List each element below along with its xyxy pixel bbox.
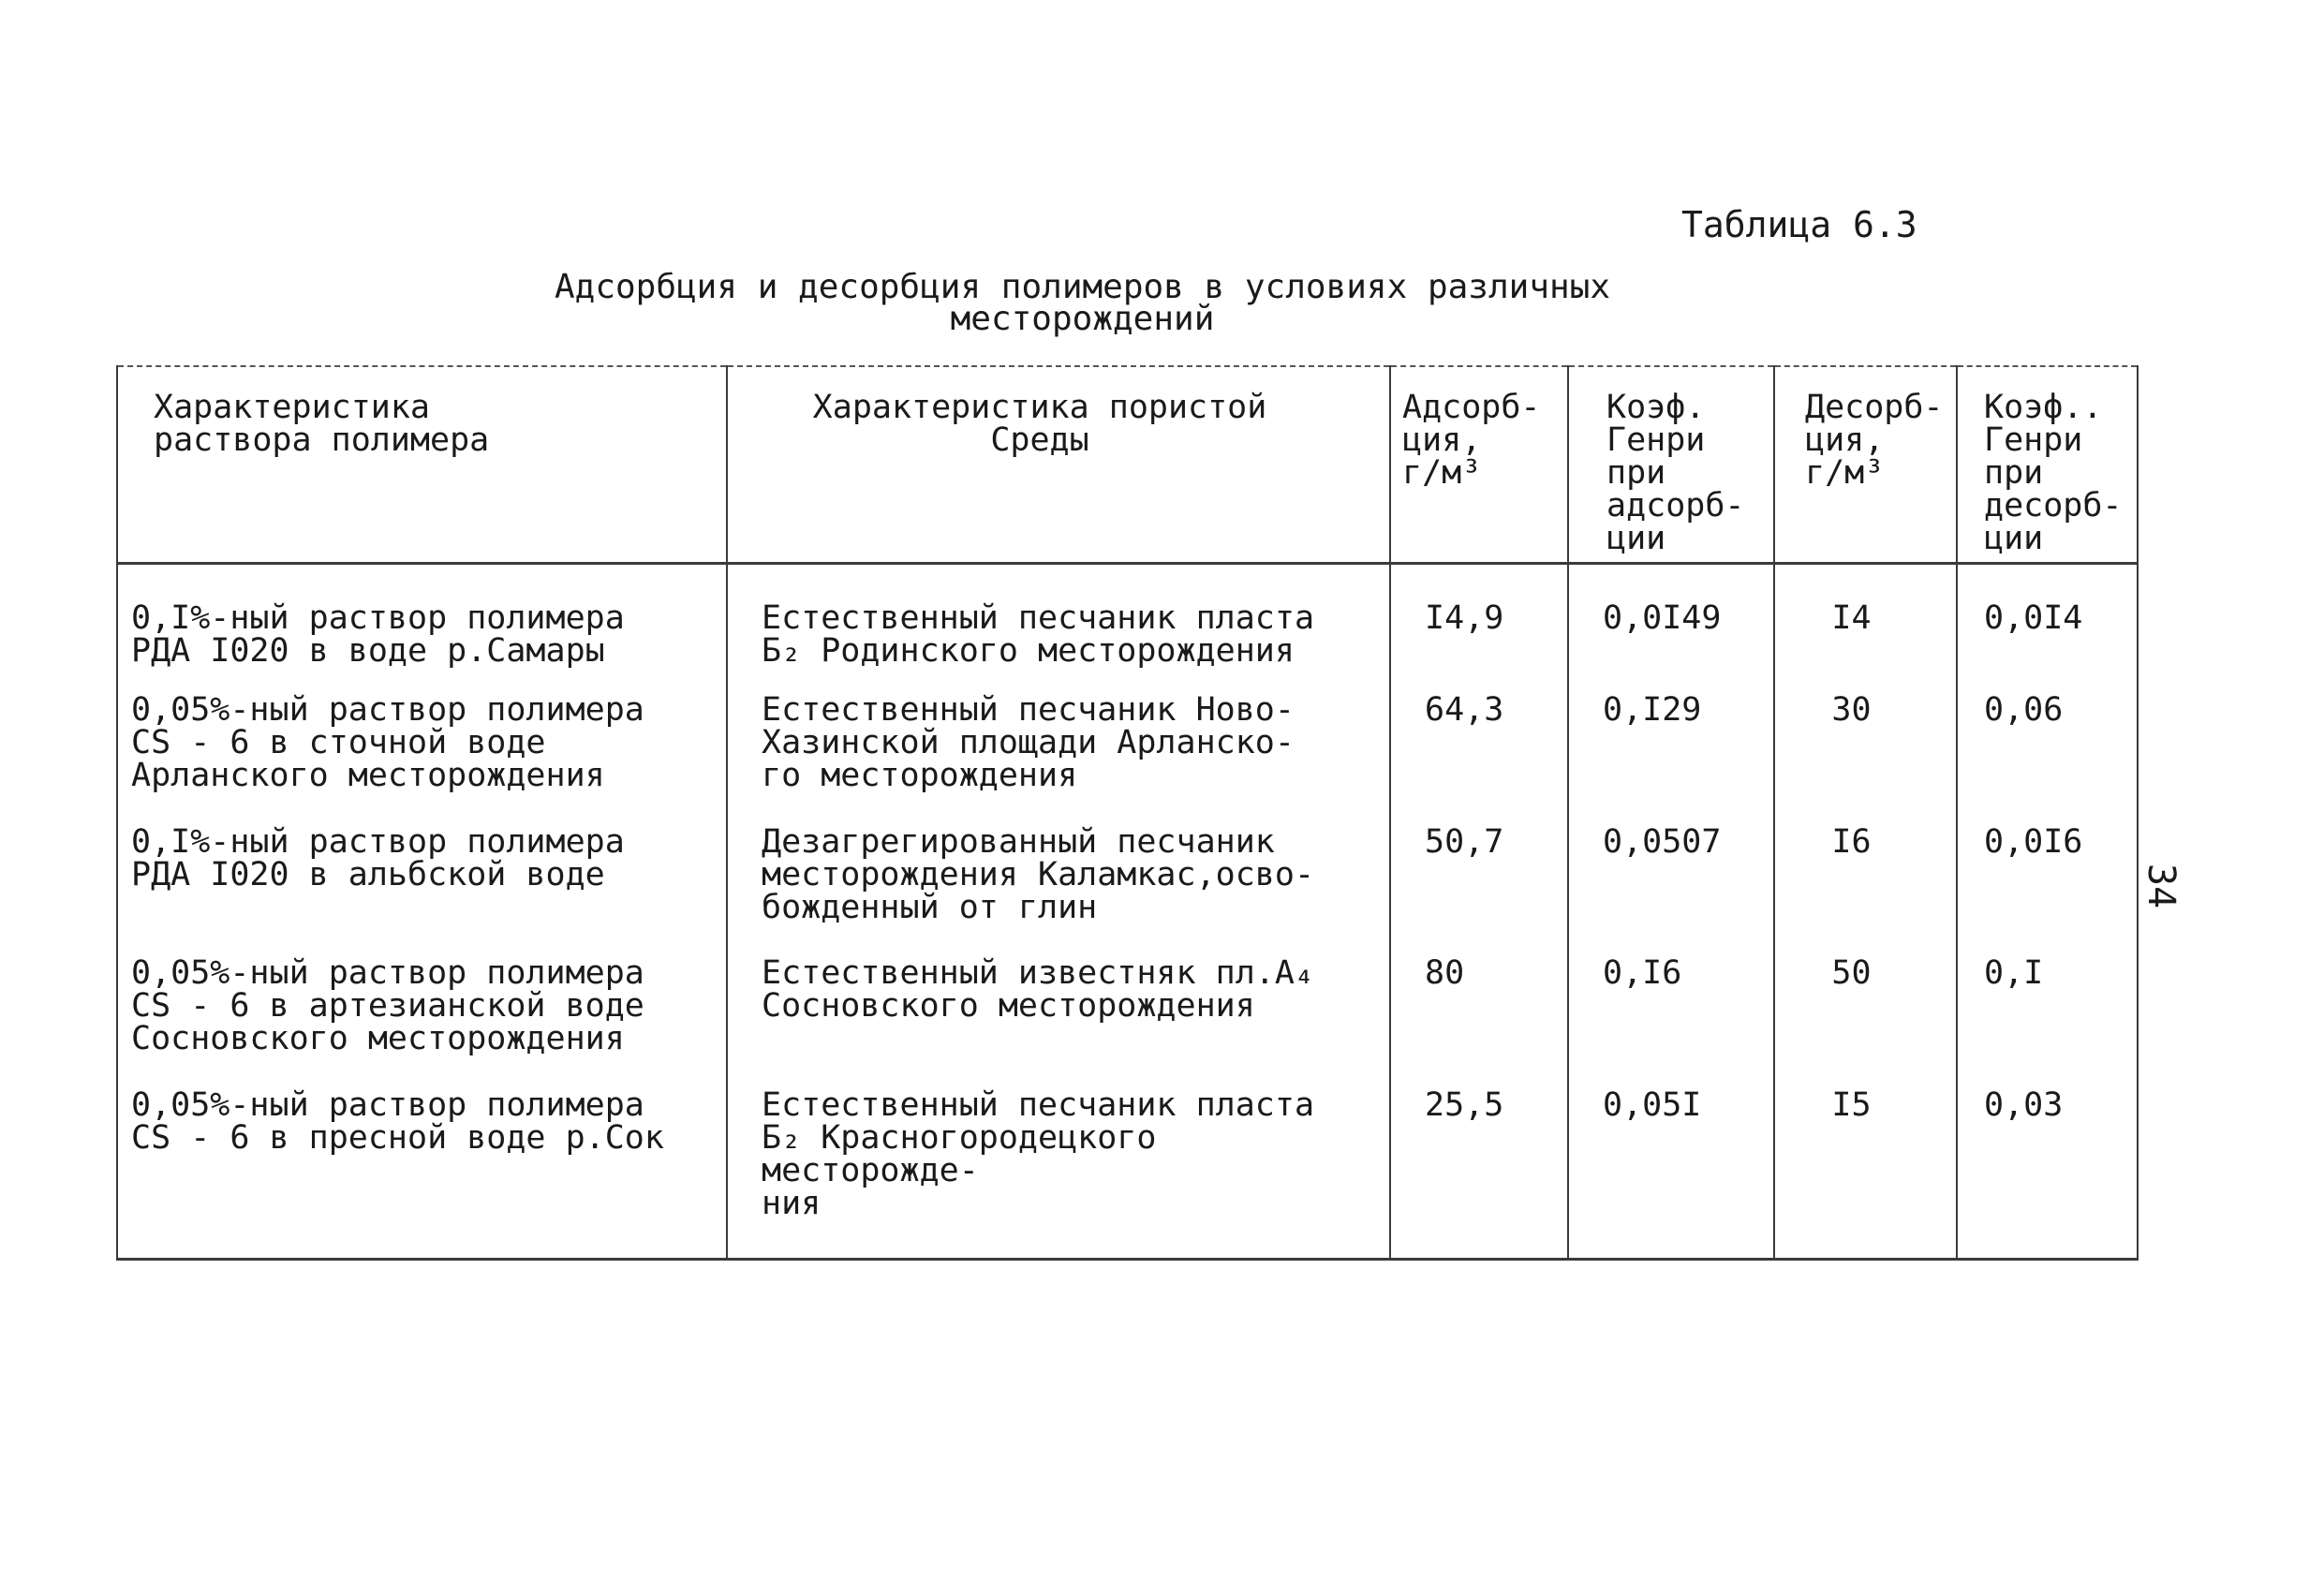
cell-henry-desorption: 0,0I6 <box>1957 826 2138 957</box>
cell-adsorption: I4,9 <box>1390 563 1568 694</box>
table-row <box>117 563 2138 694</box>
table-row <box>117 957 2138 1088</box>
cell-henry-desorption: 0,03 <box>1957 1089 2138 1260</box>
cell-adsorption: 64,3 <box>1390 694 1568 825</box>
table-caption: Таблица 6.3 <box>1681 204 1917 245</box>
cell-desorption: 50 <box>1774 957 1957 1088</box>
table-row <box>117 694 2138 825</box>
cell-medium: Дезагрегированный песчаник месторождения Каламкас,осво- божденный от глин <box>727 826 1390 957</box>
cell-henry-adsorption: 0,0I49 <box>1568 563 1774 694</box>
cell-solution: 0,I%-ный раствор полимера РДА I020 в воде р.Самары <box>117 563 727 694</box>
cell-medium: Естественный песчаник пласта Б₂ Красногородецкого месторожде- ния <box>727 1089 1390 1260</box>
header-henry-desorption: Коэф.. Генри при десорб- ции <box>1957 366 2138 563</box>
header-adsorption: Адсорб- ция, г/м³ <box>1390 366 1568 563</box>
cell-medium: Естественный песчаник Ново- Хазинской площади Арланско- го месторождения <box>727 694 1390 825</box>
cell-henry-desorption: 0,0I4 <box>1957 563 2138 694</box>
cell-desorption: 30 <box>1774 694 1957 825</box>
cell-henry-adsorption: 0,0507 <box>1568 826 1774 957</box>
cell-henry-adsorption: 0,I29 <box>1568 694 1774 825</box>
cell-henry-desorption: 0,06 <box>1957 694 2138 825</box>
header-henry-adsorption: Коэф. Генри при адсорб- ции <box>1568 366 1774 563</box>
cell-solution: 0,05%-ный раствор полимера CS - 6 в артезианской воде Сосновского месторождения <box>117 957 727 1088</box>
cell-adsorption: 50,7 <box>1390 826 1568 957</box>
title-line-1: Адсорбция и десорбция полимеров в условиях различных <box>554 268 1611 306</box>
table-row <box>117 1089 2138 1260</box>
cell-medium: Естественный песчаник пласта Б₂ Родинского месторождения <box>727 563 1390 694</box>
cell-adsorption: 25,5 <box>1390 1089 1568 1260</box>
adsorption-table <box>116 365 2139 1261</box>
header-row <box>117 366 2138 563</box>
cell-desorption: I4 <box>1774 563 1957 694</box>
cell-solution: 0,05%-ный раствор полимера CS - 6 в сточной воде Арланского месторождения <box>117 694 727 825</box>
cell-medium: Естественный известняк пл.А₄ Сосновского месторождения <box>727 957 1390 1088</box>
table-title <box>0 268 2324 338</box>
cell-desorption: I5 <box>1774 1089 1957 1260</box>
header-desorption: Десорб- ция, г/м³ <box>1774 366 1957 563</box>
header-solution: Характеристика раствора полимера <box>117 366 727 563</box>
table-row <box>117 826 2138 957</box>
cell-solution: 0,05%-ный раствор полимера CS - 6 в пресной воде р.Сок <box>117 1089 727 1260</box>
cell-desorption: I6 <box>1774 826 1957 957</box>
cell-henry-adsorption: 0,I6 <box>1568 957 1774 1088</box>
title-line-2: месторождений <box>950 300 1215 338</box>
page-number: 34 <box>2139 863 2183 909</box>
cell-henry-desorption: 0,I <box>1957 957 2138 1088</box>
header-medium: Характеристика пористой Среды <box>727 366 1390 563</box>
cell-solution: 0,I%-ный раствор полимера РДА I020 в альбской воде <box>117 826 727 957</box>
cell-adsorption: 80 <box>1390 957 1568 1088</box>
cell-henry-adsorption: 0,05I <box>1568 1089 1774 1260</box>
